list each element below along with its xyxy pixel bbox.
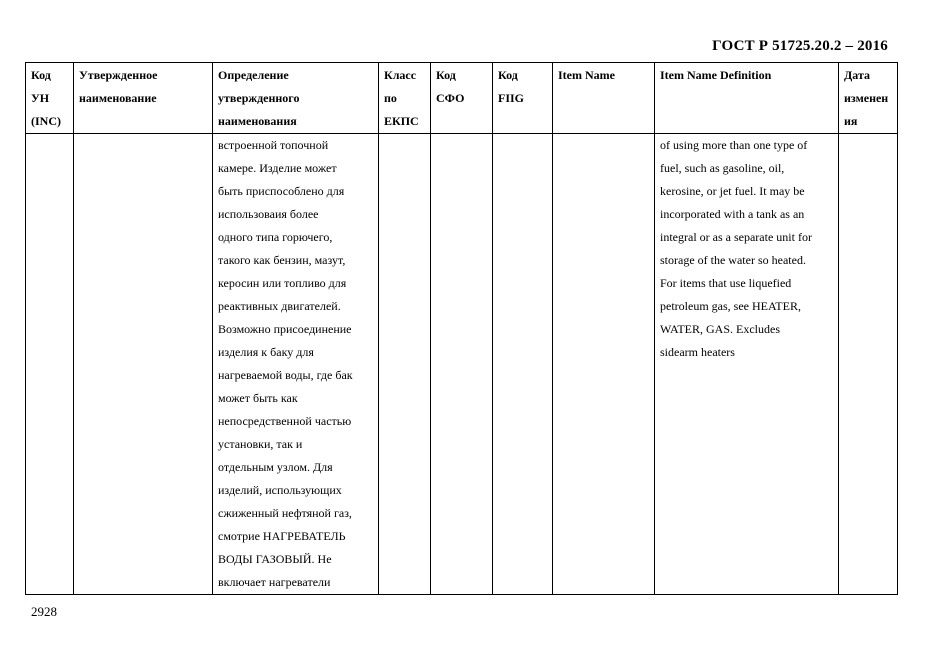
header-fiig-code: Код FIIG: [493, 63, 553, 134]
cell-inc: [26, 134, 74, 595]
page-number: 2928: [31, 604, 57, 619]
catalog-table: [25, 62, 898, 595]
header-item-name: Item Name: [553, 63, 655, 134]
table-row: [26, 134, 898, 595]
header-change-date: Дата изменен ия: [839, 63, 898, 134]
header-approved-name: Утвержденное наименование: [74, 63, 213, 134]
header-definition-ru: Определение утвержденного наименования: [213, 63, 379, 134]
cell-ekps-class: [379, 134, 431, 595]
header-inc: Код УН (INC): [26, 63, 74, 134]
header-ekps-class: Класс по ЕКПС: [379, 63, 431, 134]
cell-change-date: [839, 134, 898, 595]
header-item-name-definition: Item Name Definition: [655, 63, 839, 134]
cell-item-name-definition: of using more than one type of fuel, such as gasoline, oil, kerosine, or jet fuel. It may be incorporated with a tank as an integral or as a separate unit for storage of the water so heated. For items that use liquefied petroleum gas, see HEATER, WATER, GAS. Excludes sidearm heaters: [655, 134, 839, 595]
cell-approved-name: [74, 134, 213, 595]
header-sfo-code: Код СФО: [431, 63, 493, 134]
document-title: ГОСТ Р 51725.20.2 – 2016: [712, 38, 888, 54]
cell-fiig-code: [493, 134, 553, 595]
cell-definition-ru: встроенной топочной камере. Изделие может быть приспособлено для использоваия более одного типа горючего, такого как бензин, мазут, керосин или топливо для реактивных двигателей. Возможно присоединение изделия к баку для нагреваемой воды, где бак может быть как непосредственной частью установки, так и отдельным узлом. Для изделий, использующих сжиженный нефтяной газ, смотрие НАГРЕВАТЕЛЬ ВОДЫ ГАЗОВЫЙ. Не включает нагреватели: [213, 134, 379, 595]
table-header-row: [26, 63, 898, 134]
cell-sfo-code: [431, 134, 493, 595]
cell-item-name: [553, 134, 655, 595]
